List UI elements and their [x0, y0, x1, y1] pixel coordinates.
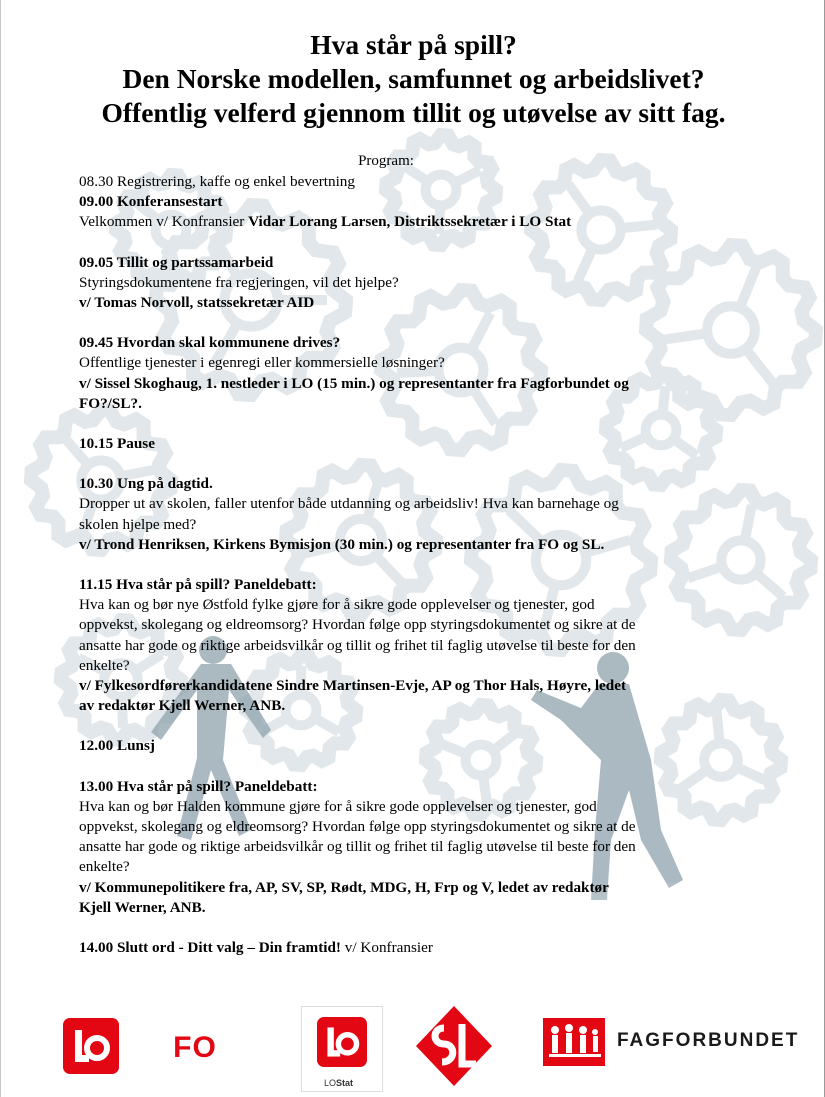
session-1-desc: Styringsdokumentene fra regjeringen, vil det hjelpe? — [79, 273, 399, 291]
fo-logo-text: FO — [173, 1031, 217, 1064]
fo-logo — [141, 1016, 249, 1080]
session-3-title: 10.30 Ung på dagtid. — [79, 475, 213, 493]
welcome-prefix: Velkommen v/ Konfransier — [79, 213, 249, 231]
lo-stat-mark — [317, 1017, 367, 1067]
session-1-speaker: v/ Tomas Norvoll, statssekretær AID — [79, 294, 315, 312]
session-5-title: 13.00 Hva står på spill? Paneldebatt: — [79, 777, 318, 795]
registration-line: 08.30 Registrering, kaffe og enkel bevertning — [79, 173, 355, 190]
welcome-line — [79, 212, 719, 232]
lo-mark-icon — [69, 1024, 113, 1068]
session-5-desc-1: Hva kan og bør Halden kommune gjøre for å sikre gode opplevelser og tjenester, god — [79, 797, 597, 815]
lo-stat-caption-lo: LO — [324, 1078, 337, 1088]
program-label: Program: — [358, 153, 414, 169]
session-2-speaker-1: v/ Sissel Skoghaug, 1. nestleder i LO (15 min.) og representanter fra Fagforbundet og — [79, 374, 629, 392]
session-3-speaker: v/ Trond Henriksen, Kirkens Bymisjon (30 min.) og representanter fra FO og SL. — [79, 535, 605, 553]
session-4-desc-2: oppvekst, skolegang og eldreomsorg? Hvordan følge opp styringsdokumentet og sikre at de — [79, 616, 636, 634]
session-2-desc: Offentlige tjenester i egenregi eller kommersielle løsninger? — [79, 354, 445, 372]
title-line-2: Den Norske modellen, samfunnet og arbeidslivet? — [122, 63, 705, 94]
session-4-desc-4: enkelte? — [79, 656, 130, 674]
fagforbundet-figures-icon — [543, 1018, 605, 1066]
session-4-desc-3: ansatte har gode og riktige arbeidsvilkår og tillit og frihet til faglig utøvelse til beste for den — [79, 636, 636, 654]
title-line-1: Hva står på spill? — [310, 29, 517, 60]
program-schedule — [79, 172, 719, 958]
session-5-desc-3: ansatte har gode og riktige arbeidsvilkår og tillit og frihet til faglig utøvelse til beste for den — [79, 838, 636, 856]
welcome-host: Vidar Lorang Larsen, Distriktssekretær i LO Stat — [248, 213, 572, 231]
session-2-title: 09.45 Hvordan skal kommunene drives? — [79, 334, 341, 352]
sponsor-logos — [1, 1000, 825, 1097]
session-5-speaker-1: v/ Kommunepolitikere fra, AP, SV, SP, Rødt, MDG, H, Frp og V, ledet av redaktør — [79, 878, 609, 896]
session-1-title: 09.05 Tillit og partssamarbeid — [79, 253, 274, 271]
lo-stat-logo — [301, 1006, 383, 1092]
lo-stat-caption-stat: Stat — [336, 1078, 354, 1088]
fagforbundet-mark — [543, 1018, 605, 1066]
sl-diamond-icon — [414, 1004, 494, 1088]
session-5-desc-2: oppvekst, skolegang og eldreomsorg? Hvordan følge opp styringsdokumentet og sikre at de — [79, 818, 636, 836]
closing-suffix: v/ Konfransier — [340, 939, 433, 957]
session-4-speaker-2: av redaktør Kjell Werner, ANB. — [79, 697, 286, 715]
session-5-desc-4: enkelte? — [79, 858, 130, 876]
session-4-desc-1: Hva kan og bør nye Østfold fylke gjøre for å sikre gode opplevelser og tjenester, god — [79, 596, 595, 614]
title-line-3: Offentlig velferd gjennom tillit og utøvelse av sitt fag. — [101, 97, 726, 128]
sl-logo — [414, 1004, 494, 1088]
lo-stat-caption — [324, 1073, 353, 1091]
start-title: 09.00 Konferansestart — [79, 193, 223, 211]
fagforbundet-logo-text: FAGFORBUNDET — [617, 1030, 800, 1051]
title-block — [1, 28, 825, 130]
closing-title: 14.00 Slutt ord - Ditt valg – Din framtid! — [79, 939, 341, 957]
session-4-speaker-1: v/ Fylkesordførerkandidatene Sindre Martinsen-Evje, AP og Thor Hals, Høyre, ledet — [79, 677, 627, 695]
lo-stat-mark-icon — [322, 1022, 362, 1062]
lunch-line: 12.00 Lunsj — [79, 737, 155, 755]
session-2-speaker-2: FO?/SL?. — [79, 394, 142, 412]
pause-line: 10.15 Pause — [79, 435, 155, 453]
session-3-desc-2: skolen hjelpe med? — [79, 515, 197, 533]
session-4-title: 11.15 Hva står på spill? Paneldebatt: — [79, 576, 317, 594]
session-5-speaker-2: Kjell Werner, ANB. — [79, 898, 206, 916]
fagforbundet-logo — [543, 1018, 803, 1070]
lo-logo — [63, 1018, 119, 1074]
closing-line — [79, 938, 719, 958]
session-3-desc-1: Dropper ut av skolen, faller utenfor både utdanning og arbeidsliv! Hva kan barnehage og — [79, 495, 619, 513]
